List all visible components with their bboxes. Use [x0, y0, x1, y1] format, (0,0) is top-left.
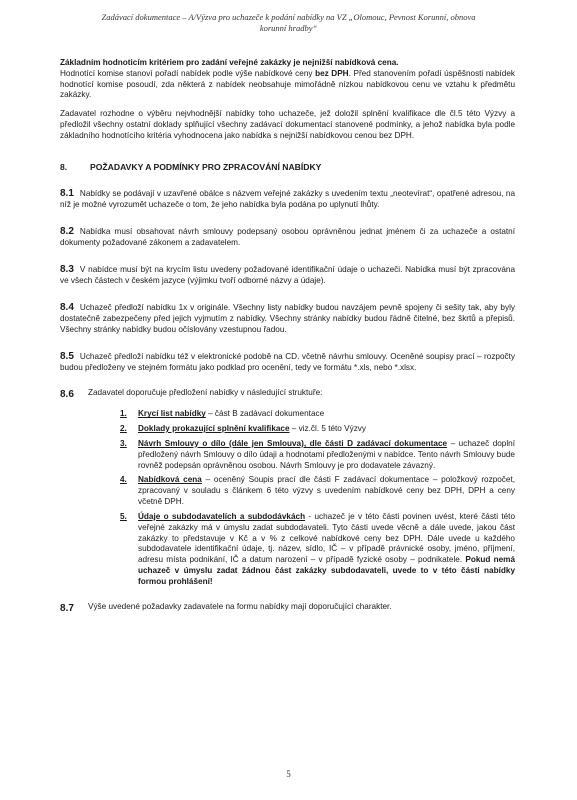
header-line-1: Zadávací dokumentace – A/Výzva pro uchazeče k podání nabídky na VZ „Olomouc, Pevnost Korunní, obnova — [101, 12, 476, 22]
item-8-6 — [60, 388, 515, 401]
item-number: 8.4 — [60, 302, 74, 314]
intro-p1-text-a: Hodnotící komise stanoví pořadí nabídek podle výše nabídkové ceny — [60, 68, 316, 78]
item-text: Nabídka musí obsahovat návrh smlouvy podepsaný osobou oprávněnou jednat jménem či za uchazeče a ostatní dokumenty požadované zákonem a zadavatelem. — [60, 227, 515, 248]
running-header — [60, 12, 517, 35]
list-number: 2. — [120, 424, 127, 434]
item-8-5 — [60, 350, 515, 374]
section-heading — [60, 162, 515, 173]
item-text: V nabídce musí být na krycím listu uvedeny požadované identifikační údaje o uchazeči. Nabídka musí být zpracována ve všech částech v českém jazyce (výjimku tvoří odborné názvy a údaje). — [60, 265, 515, 286]
list-item — [120, 424, 515, 435]
item-8-3 — [60, 263, 515, 287]
item-8-4 — [60, 301, 515, 336]
item-8-2 — [60, 225, 515, 249]
intro-paragraph-2: Zadavatel rozhodne o výběru nejvhodnější nabídky toho uchazeče, jež doložil splnění kvalifikace dle čl.5 této Výzvy a předložil všechny ostatní doklady splňující všechny zadávací dokumentací stanovené podmínky, a jehož nabídka byla podle základního hodnotícího kritéria vyhodnocena jako nabídka s nejnižší nabídkovou cenou bez DPH. — [60, 109, 515, 140]
item-number: 8.3 — [60, 264, 74, 276]
list-number: 5. — [120, 511, 127, 521]
list-item-title: Doklady prokazující splnění kvalifikace — [138, 424, 290, 434]
item-number: 8.7 — [60, 602, 74, 614]
list-item-text: – oceněný Soupis prací dle části F zadávací dokumentace – položkový rozpočet, zpracovaný v souladu s článkem 6 této výzvy s uvedením nabídkové ceny bez DPH, DPH a ceny včetně DPH. — [138, 475, 515, 507]
page-number: 5 — [286, 769, 291, 779]
header-line-2: korunní hradby“ — [259, 23, 318, 34]
item-text: Zadavatel doporučuje předložení nabídky v následující struktuře: — [88, 388, 323, 398]
list-item-title: Údaje o subdodavatelích a subdodávkách — [138, 511, 306, 521]
list-item-bold-note: Pokud nemá uchazeč v úmyslu zadat žádnou část zakázky subdodavateli, uvede to v této části nabídky formou prohlášení! — [138, 555, 515, 586]
intro-p1-text-c: . Před stanovením pořadí úspěšnosti nabídek hodnotící komise posoudí, zda některá z nabídek neobsahuje mimořádně nízkou nabídkovou cenu ve vztahu k předmětu zakázky. — [60, 68, 515, 100]
section-number: 8. — [60, 161, 68, 172]
list-item-title: Krycí list nabídky — [138, 409, 206, 419]
item-8-7 — [60, 602, 515, 615]
list-number: 3. — [120, 438, 127, 448]
item-number: 8.1 — [60, 188, 74, 200]
item-number: 8.6 — [60, 389, 74, 401]
item-text: Výše uvedené požadavky zadavatele na formu nabídky mají doporučující charakter. — [88, 601, 392, 611]
item-text: Uchazeč předloží nabídku 1x v originále. Všechny listy nabídky budou navzájem pevně spojeny či sešity tak, aby byly dostatečně zabezpečeny před jejich vyjmutím z nabídky. Všechny stránky nabídky budou řádně čitelné, bez škrtů a přepisů. Všechny stránky nabídky budou očíslovány vzestupnou řadou. — [60, 303, 515, 335]
section-title: POŽADAVKY A PODMÍNKY PRO ZPRACOVÁNÍ NABÍDKY — [90, 161, 322, 172]
list-item-text: – část B zadávací dokumentace — [205, 409, 325, 419]
intro-paragraph-1 — [60, 69, 515, 101]
list-item-text: – viz.čl. 5 této Výzvy — [289, 424, 366, 434]
item-number: 8.2 — [60, 226, 74, 238]
intro-heading: Základním hodnoticím kritériem pro zadání veřejné zakázky je nejnižší nabídková cena. — [60, 58, 399, 67]
list-item-title: Návrh Smlouvy o dílo (dále jen Smlouva), dle části D zadávací dokumentace — [138, 438, 448, 448]
structure-list — [60, 409, 515, 587]
item-number: 8.5 — [60, 351, 74, 363]
list-item — [120, 475, 515, 507]
item-8-1 — [60, 187, 515, 211]
item-text: Uchazeč předloží nabídku též v elektronické podobě na CD. včetně návrhu smlouvy. Oceněné soupisy prací – rozpočty budou předloženy ve stejném formátu jako podklad pro ocenění, tedy ve formátu *.xls, nebo *.xlsx. — [60, 352, 515, 373]
list-number: 4. — [120, 475, 127, 485]
list-item-title: Nabídková cena — [138, 475, 202, 485]
list-item-text: – uchazeč doplní předložený návrh Smlouvy o dílo údaji a hodnotami předloženými v nabídce. Tento návrh Smlouvy bude rovněž podepsán oprávněnou osobou. Návrh Smlouvy je pro dodavatele závazný. — [138, 438, 515, 470]
list-number: 1. — [120, 409, 127, 419]
list-item — [120, 439, 515, 471]
list-item — [120, 512, 515, 588]
item-text: Nabídky se podávají v uzavřené obálce s názvem veřejné zakázky s uvedením textu „neotevírat“, opatřené adresou, na níž je možné vyrozumět uchazeče o tom, že jeho nabídka byla podána po uplynutí lhůty. — [60, 189, 515, 210]
document-body — [60, 58, 515, 615]
list-item — [120, 409, 515, 420]
list-item-text: - uchazeč je v této části povinen uvést, které části této veřejné zakázky má v úmyslu zadat subdodavateli. Tyto části uvede věcně a dále uvede, jakou část zakázky to představuje v Kč a v % z celkové nabídkové ceny bez DPH. Dále uvede u každého subdodavatele identifikační údaje, tj. název, sídlo, IČ – v případě právnické osoby, jméno, příjmení, adresu místa podnikání, IČ a datum narození – v případě fyzické osoby – podnikatele. — [138, 511, 516, 565]
intro-p1-bold: bez DPH — [315, 68, 349, 78]
